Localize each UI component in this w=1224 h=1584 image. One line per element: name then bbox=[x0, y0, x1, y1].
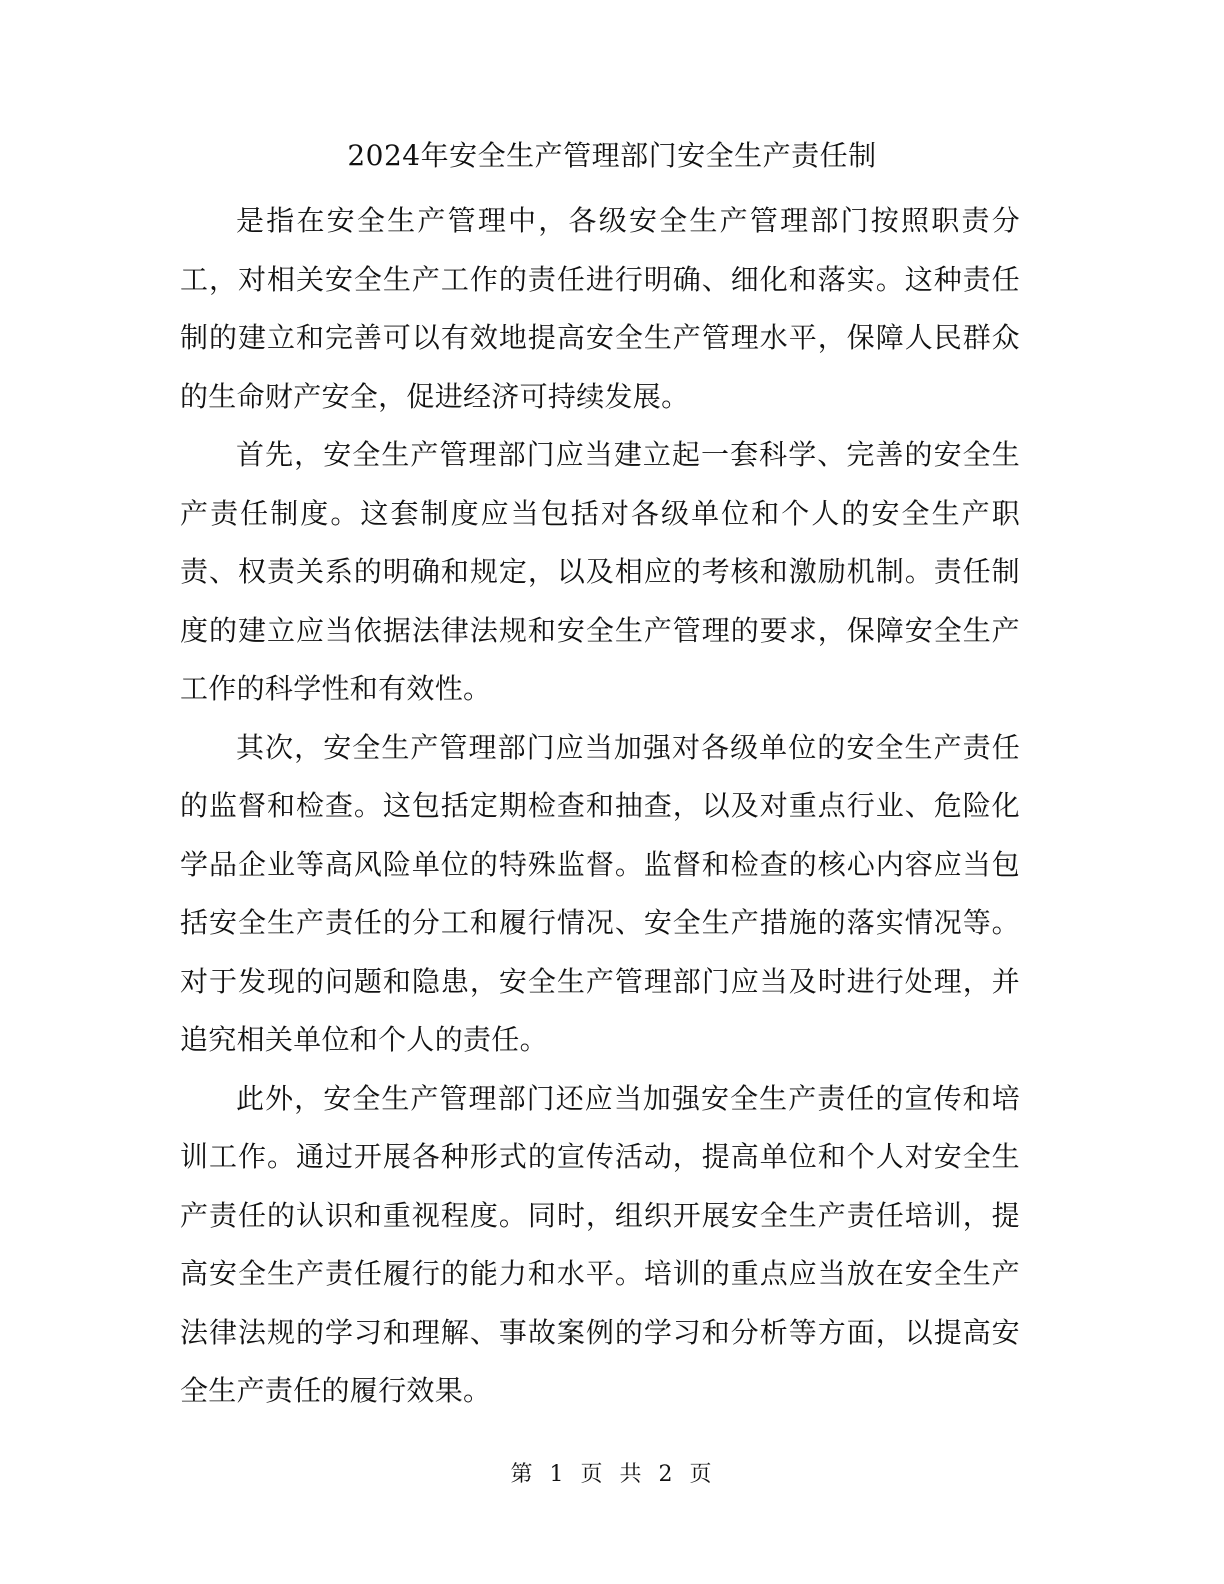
document-body bbox=[180, 192, 1020, 1421]
document-title: 2024年安全生产管理部门安全生产责任制 bbox=[347, 139, 877, 172]
paragraph-1: 是指在安全生产管理中，各级安全生产管理部门按照职责分工，对相关安全生产工作的责任进行明确、细化和落实。这种责任制的建立和完善可以有效地提高安全生产管理水平，保障人民群众的生命财产安全，促进经济可持续发展。 bbox=[180, 204, 1020, 413]
paragraph-4: 此外，安全生产管理部门还应当加强安全生产责任的宣传和培训工作。通过开展各种形式的宣传活动，提高单位和个人对安全生产责任的认识和重视程度。同时，组织开展安全生产责任培训，提高安全生产责任履行的能力和水平。培训的重点应当放在安全生产法律法规的学习和理解、事故案例的学习和分析等方面，以提高安全生产责任的履行效果。 bbox=[180, 1081, 1020, 1407]
page-footer: 第 1 页 共 2 页 bbox=[510, 1462, 714, 1487]
paragraph-2: 首先，安全生产管理部门应当建立起一套科学、完善的安全生产责任制度。这套制度应当包括对各级单位和个人的安全生产职责、权责关系的明确和规定，以及相应的考核和激励机制。责任制度的建立应当依据法律法规和安全生产管理的要求，保障安全生产工作的科学性和有效性。 bbox=[180, 438, 1020, 705]
paragraph-3: 其次，安全生产管理部门应当加强对各级单位的安全生产责任的监督和检查。这包括定期检查和抽查，以及对重点行业、危险化学品企业等高风险单位的特殊监督。监督和检查的核心内容应当包括安全生产责任的分工和履行情况、安全生产措施的落实情况等。对于发现的问题和隐患，安全生产管理部门应当及时进行处理，并追究相关单位和个人的责任。 bbox=[180, 730, 1020, 1056]
